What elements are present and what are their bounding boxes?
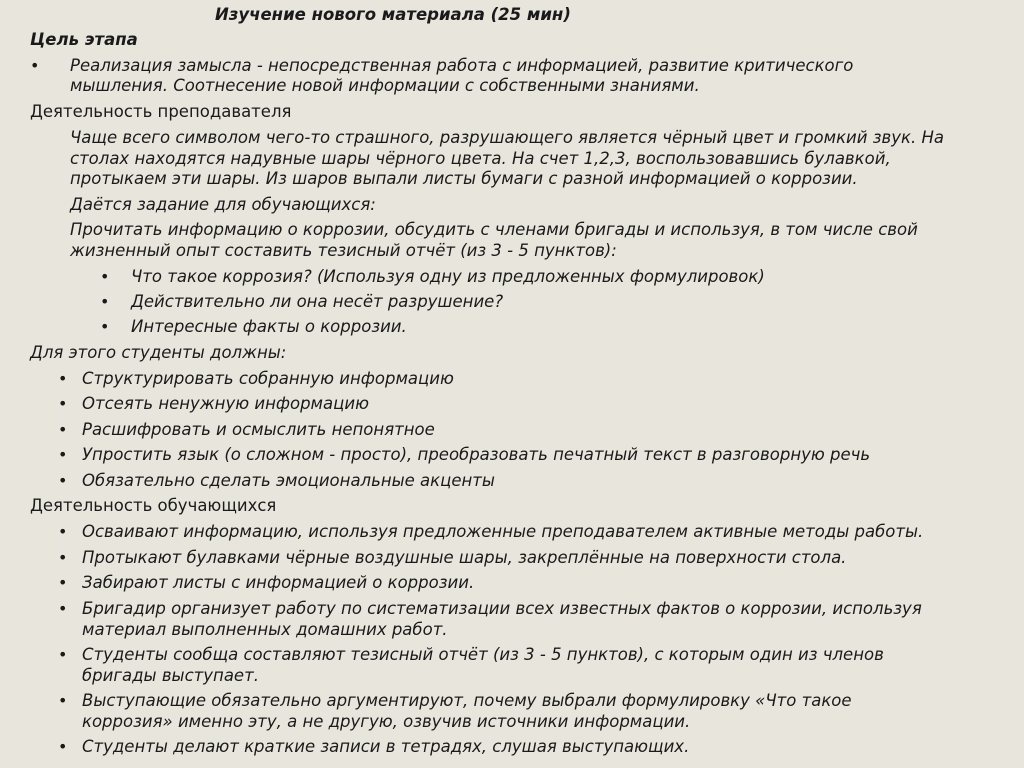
student-activity-item: Бригадир организует работу по систематизации всех известных фактов о коррозии, используя [82, 599, 922, 618]
task-intro: Даётся задание для обучающихся: [70, 195, 376, 214]
task-line: жизненный опыт составить тезисный отчёт (из 3 - 5 пунктов): [70, 241, 617, 260]
student-activity-item: Протыкают булавками чёрные воздушные шары, закреплённые на поверхности стола. [82, 548, 847, 567]
students-must-bullet: • [58, 394, 68, 413]
goal-heading: Цель этапа [30, 30, 138, 49]
task-item: Что такое коррозия? (Используя одну из предложенных формулировок) [131, 267, 765, 286]
task-item-bullet: • [100, 317, 110, 336]
student-activity-item: материал выполненных домашних работ. [82, 620, 448, 639]
students-must-item: Структурировать собранную информацию [82, 369, 454, 388]
students-must-bullet: • [58, 369, 68, 388]
goal-line: Реализация замысла - непосредственная работа с информацией, развитие критического [70, 56, 854, 75]
task-line: Прочитать информацию о коррозии, обсудить с членами бригады и используя, в том числе свой [70, 220, 918, 239]
teacher-paragraph-line: столах находятся надувные шары чёрного цвета. На счет 1,2,3, воспользовавшись булавкой, [70, 149, 891, 168]
task-item: Действительно ли она несёт разрушение? [131, 292, 504, 311]
student-activity-item: бригады выступает. [82, 666, 259, 685]
student-activity-item: Студенты сообща составляют тезисный отчёт (из 3 - 5 пунктов), с которым один из членов [82, 645, 884, 664]
student-activity-bullet: • [58, 548, 68, 567]
student-activity-item: коррозия» именно эту, а не другую, озвучив источники информации. [82, 712, 691, 731]
students-must-item: Упростить язык (о сложном - просто), преобразовать печатный текст в разговорную речь [82, 445, 871, 464]
teacher-paragraph-line: протыкаем эти шары. Из шаров выпали листы бумаги с разной информацией о коррозии. [70, 169, 858, 188]
goal-bullet: • [30, 56, 40, 75]
student-activity-bullet: • [58, 522, 68, 541]
teacher-heading: Деятельность преподавателя [30, 102, 292, 121]
student-activity-item: Осваивают информацию, используя предложенные преподавателем активные методы работы. [82, 522, 924, 541]
students-must-bullet: • [58, 471, 68, 490]
student-activity-bullet: • [58, 599, 68, 618]
goal-line: мышления. Соотнесение новой информации с собственными знаниями. [70, 76, 700, 95]
students-must-item: Обязательно сделать эмоциональные акценты [82, 471, 495, 490]
student-activity-bullet: • [58, 645, 68, 664]
students-must-heading: Для этого студенты должны: [30, 343, 287, 362]
students-must-bullet: • [58, 420, 68, 439]
task-item: Интересные факты о коррозии. [131, 317, 407, 336]
students-must-item: Отсеять ненужную информацию [82, 394, 369, 413]
student-activity-item: Выступающие обязательно аргументируют, почему выбрали формулировку «Что такое [82, 691, 852, 710]
student-activity-heading: Деятельность обучающихся [30, 496, 277, 515]
task-item-bullet: • [100, 292, 110, 311]
student-activity-bullet: • [58, 691, 68, 710]
student-activity-item: Забирают листы с информацией о коррозии. [82, 573, 475, 592]
teacher-paragraph-line: Чаще всего символом чего-то страшного, разрушающего является чёрный цвет и громкий звук. На [70, 128, 944, 147]
slide-title: Изучение нового материала (25 мин) [215, 5, 571, 24]
student-activity-bullet: • [58, 737, 68, 756]
students-must-item: Расшифровать и осмыслить непонятное [82, 420, 435, 439]
student-activity-bullet: • [58, 573, 68, 592]
task-item-bullet: • [100, 267, 110, 286]
students-must-bullet: • [58, 445, 68, 464]
student-activity-item: Студенты делают краткие записи в тетрадях, слушая выступающих. [82, 737, 690, 756]
